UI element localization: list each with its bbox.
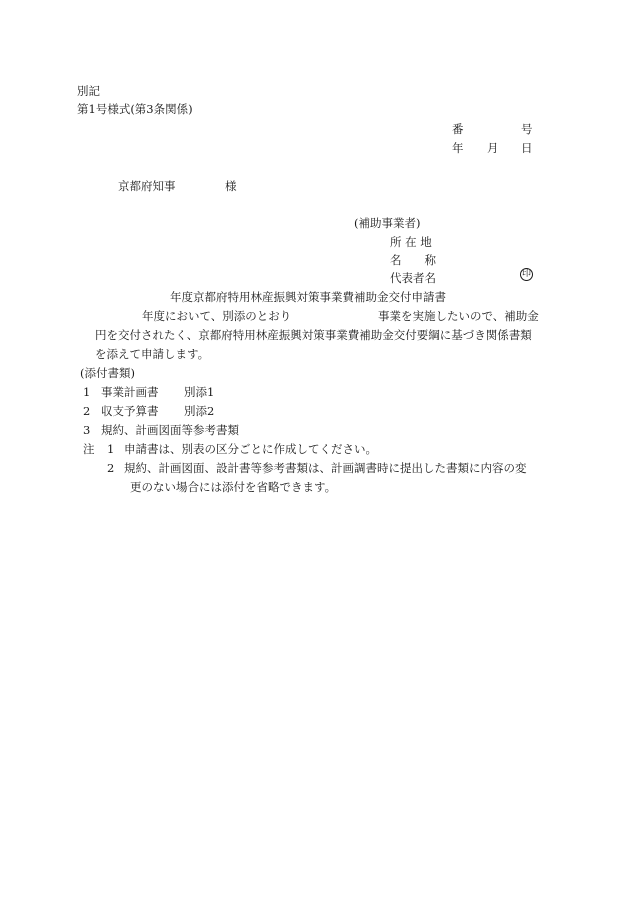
date-month: 月	[487, 141, 499, 155]
annex-label: 別記	[77, 84, 100, 98]
document-title: 年度京都府特用林産振興対策事業費補助金交付申請書	[170, 290, 446, 304]
addressee-honorific: 様	[225, 179, 237, 193]
attachment-1-ref: 別添1	[184, 385, 215, 399]
attachment-3-number: 3	[83, 423, 91, 437]
applicant-address-label: 所 在 地	[390, 235, 432, 249]
attachment-2-number: 2	[83, 404, 91, 418]
applicant-rep-label: 代表者名	[390, 271, 436, 285]
date-day: 日	[521, 141, 533, 155]
applicant-heading: (補助事業者)	[354, 216, 421, 230]
number-label: 番	[452, 122, 464, 136]
applicant-name-label: 名 称	[390, 253, 436, 267]
notes-label: 注	[83, 442, 95, 456]
attachments-heading: (添付書類)	[80, 366, 135, 380]
body-line-1a: 年度において、別添のとおり	[142, 309, 292, 323]
note-2-text: 規約、計画図面、設計書等参考書類は、計画調書時に提出した書類に内容の変	[124, 461, 527, 475]
attachment-1-number: 1	[83, 385, 91, 399]
body-line-2: 円を交付されたく、京都府特用林産振興対策事業費補助金交付要綱に基づき関係書類	[95, 328, 532, 342]
note-2-continuation: 更のない場合には添付を省略できます。	[130, 480, 337, 494]
attachment-1-text: 事業計画書	[101, 385, 159, 399]
note-1-number: 1	[107, 442, 115, 456]
seal-mark: 印	[521, 269, 531, 279]
number-suffix: 号	[521, 122, 533, 136]
attachment-2-text: 収支予算書	[101, 404, 159, 418]
form-number: 第1号様式(第3条関係)	[77, 102, 193, 116]
note-1-text: 申請書は、別表の区分ごとに作成してください。	[124, 442, 377, 456]
attachment-3-text: 規約、計画図面等参考書類	[101, 423, 239, 437]
body-line-1b: 事業を実施したいので、補助金	[378, 309, 539, 323]
note-2-number: 2	[107, 461, 115, 475]
date-year: 年	[452, 141, 464, 155]
attachment-2-ref: 別添2	[184, 404, 215, 418]
body-line-3: を添えて申請します。	[95, 347, 210, 361]
addressee-name: 京都府知事	[118, 179, 176, 193]
